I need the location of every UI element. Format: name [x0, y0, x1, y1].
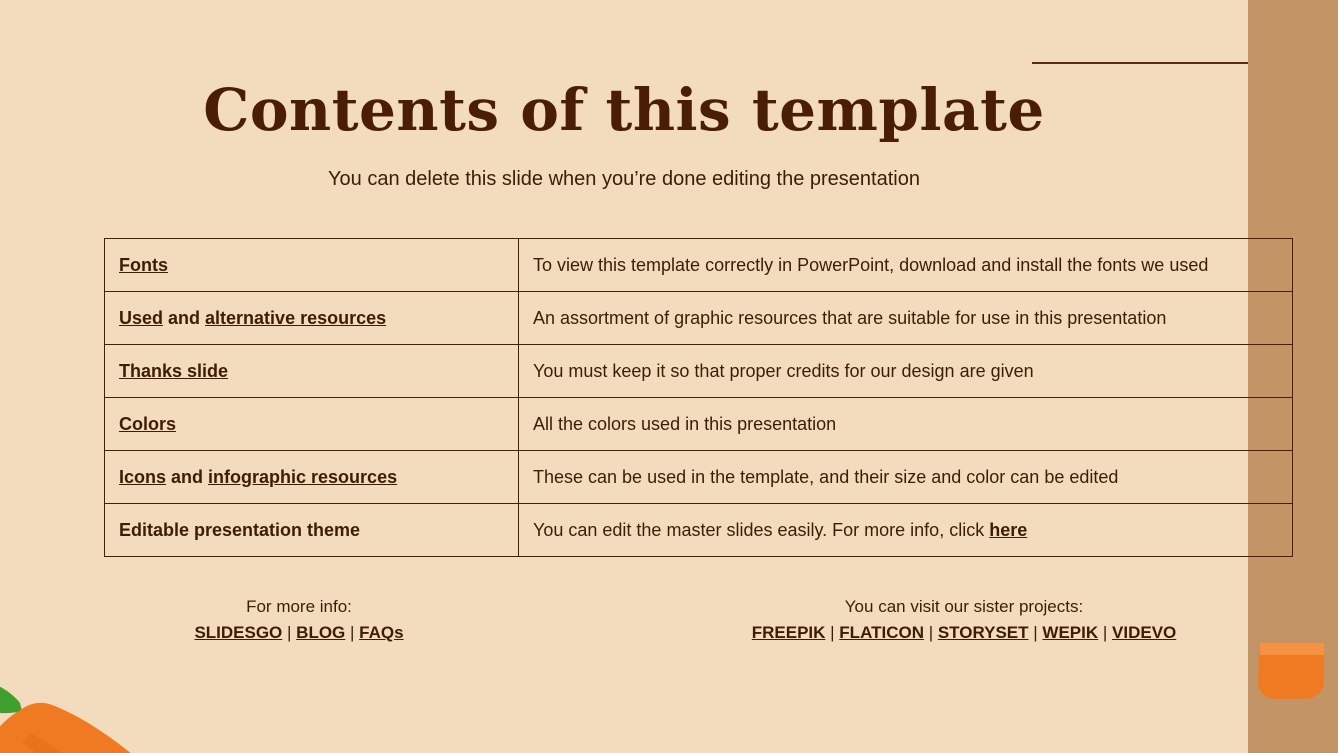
table-row — [105, 504, 1293, 557]
description-text: An assortment of graphic resources that are suitable for use in this presentation — [533, 307, 1167, 328]
link-flaticon[interactable]: FLATICON — [839, 623, 924, 642]
link-slidesgo[interactable]: SLIDESGO — [194, 623, 283, 642]
table-cell-description — [519, 292, 1293, 345]
table-cell-topic[interactable] — [105, 345, 519, 398]
footer-right-links — [714, 620, 1214, 646]
table-cell-topic[interactable] — [105, 451, 519, 504]
topic-link[interactable]: Colors — [119, 413, 177, 434]
page-title: Contents of this template — [203, 76, 1045, 144]
footer-separator: | — [1028, 623, 1043, 642]
topic-link[interactable]: Fonts — [119, 254, 168, 275]
table-cell-description — [519, 345, 1293, 398]
description-text: All the colors used in this presentation — [533, 413, 837, 434]
table-cell-description — [519, 451, 1293, 504]
topic-link-secondary[interactable]: infographic resources — [208, 466, 398, 487]
contents-table — [104, 238, 1293, 557]
topic-conjunction: and — [163, 307, 206, 328]
top-rule-decoration — [1032, 62, 1248, 64]
footer-left-caption: For more info: — [246, 597, 352, 616]
link-storyset[interactable]: STORYSET — [937, 623, 1029, 642]
page-subtitle: You can delete this slide when you’re done editing the presentation — [328, 168, 920, 190]
topic-text: Editable presentation theme — [119, 519, 361, 540]
footer-separator: | — [923, 623, 938, 642]
table-cell-topic[interactable] — [105, 239, 519, 292]
topic-link[interactable]: Used — [119, 307, 164, 328]
table-cell-description — [519, 504, 1293, 557]
table-row — [105, 451, 1293, 504]
link-wepik[interactable]: WEPIK — [1042, 623, 1099, 642]
table-cell-topic[interactable] — [105, 398, 519, 451]
footer-separator: | — [345, 623, 360, 642]
link-faqs[interactable]: FAQs — [359, 623, 404, 642]
link-freepik[interactable]: FREEPIK — [751, 623, 826, 642]
topic-conjunction: and — [166, 466, 209, 487]
link-blog[interactable]: BLOG — [296, 623, 346, 642]
footer-sister-projects — [714, 594, 1214, 646]
description-text: You can edit the master slides easily. For more info, click — [533, 519, 990, 540]
footer — [104, 594, 1234, 654]
footer-right-caption: You can visit our sister projects: — [844, 597, 1084, 616]
table-row — [105, 292, 1293, 345]
footer-more-info — [164, 594, 434, 646]
table-cell-description — [519, 398, 1293, 451]
table-row — [105, 398, 1293, 451]
description-text: You must keep it so that proper credits for our design are given — [533, 360, 1034, 381]
link-videvo[interactable]: VIDEVO — [1112, 623, 1177, 642]
table-row — [105, 345, 1293, 398]
topic-link-secondary[interactable]: alternative resources — [205, 307, 387, 328]
table-cell-description — [519, 239, 1293, 292]
footer-separator: | — [825, 623, 840, 642]
footer-separator: | — [282, 623, 297, 642]
table-cell-topic — [105, 504, 519, 557]
topic-link[interactable]: Icons — [119, 466, 167, 487]
description-text: These can be used in the template, and their size and color can be edited — [533, 466, 1119, 487]
footer-left-links — [164, 620, 434, 646]
table-row — [105, 239, 1293, 292]
topic-link[interactable]: Thanks slide — [119, 360, 229, 381]
description-link[interactable]: here — [989, 519, 1028, 540]
table-cell-topic[interactable] — [105, 292, 519, 345]
description-text: To view this template correctly in PowerPoint, download and install the fonts we used — [533, 254, 1209, 275]
footer-separator: | — [1098, 623, 1113, 642]
